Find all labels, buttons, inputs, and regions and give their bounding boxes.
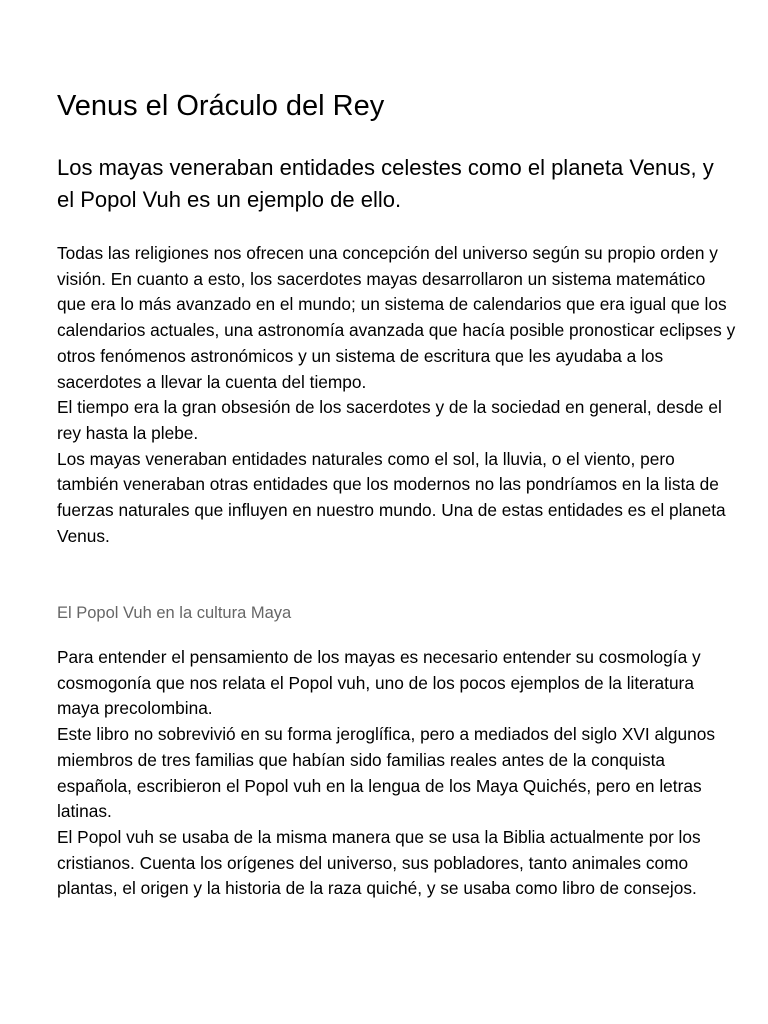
paragraph: El tiempo era la gran obsesión de los sacerdotes y de la sociedad en general, desde el rey hasta la plebe.: [57, 397, 722, 443]
paragraph: Este libro no sobrevivió en su forma jeroglífica, pero a mediados del siglo XVI algunos miembros de tres familias que habían sido familias reales antes de la conquista española, escribieron el Popol vuh en la lengua de los Maya Quichés, pero en letras latinas.: [57, 724, 716, 822]
paragraph: Para entender el pensamiento de los mayas es necesario entender su cosmología y cosmogonía que nos relata el Popol vuh, uno de los pocos ejemplos de la literatura maya precolombina.: [57, 647, 701, 719]
paragraph: El Popol vuh se usaba de la misma manera que se usa la Biblia actualmente por los cristianos. Cuenta los orígenes del universo, sus pobladores, tanto animales como plantas, el origen y la historia de la raza quiché, y se usaba como libro de consejos.: [57, 826, 701, 899]
article-subtitle: Los mayas veneraban entidades celestes como el planeta Venus, y el Popol Vuh es un ejemplo de ello.: [57, 155, 714, 212]
page-title: Venus el Oráculo del Rey: [57, 90, 385, 122]
paragraph: Los mayas veneraban entidades naturales como el sol, la lluvia, o el viento, pero también veneraban otras entidades que los modernos no las pondríamos en la lista de fuerzas naturales que influyen en nuestro mundo. Una de estas entidades es el planeta Venus.: [57, 448, 726, 546]
paragraph: Todas las religiones nos ofrecen una concepción del universo según su propio orden y visión. En cuanto a esto, los sacerdotes mayas desarrollaron un sistema matemático que era lo más avanzado en el mundo; un sistema de calendarios que era igual que los calendarios actuales, una astronomía avanzada que hacía posible pronosticar eclipses y otros fenómenos astronómicos y un sistema de escritura que les ayudaba a los sacerdotes a llevar la cuenta del tiempo.: [57, 243, 736, 392]
popol-vuh-section: [57, 645, 737, 902]
intro-section: [57, 241, 737, 549]
section-heading: El Popol Vuh en la cultura Maya: [57, 604, 292, 622]
